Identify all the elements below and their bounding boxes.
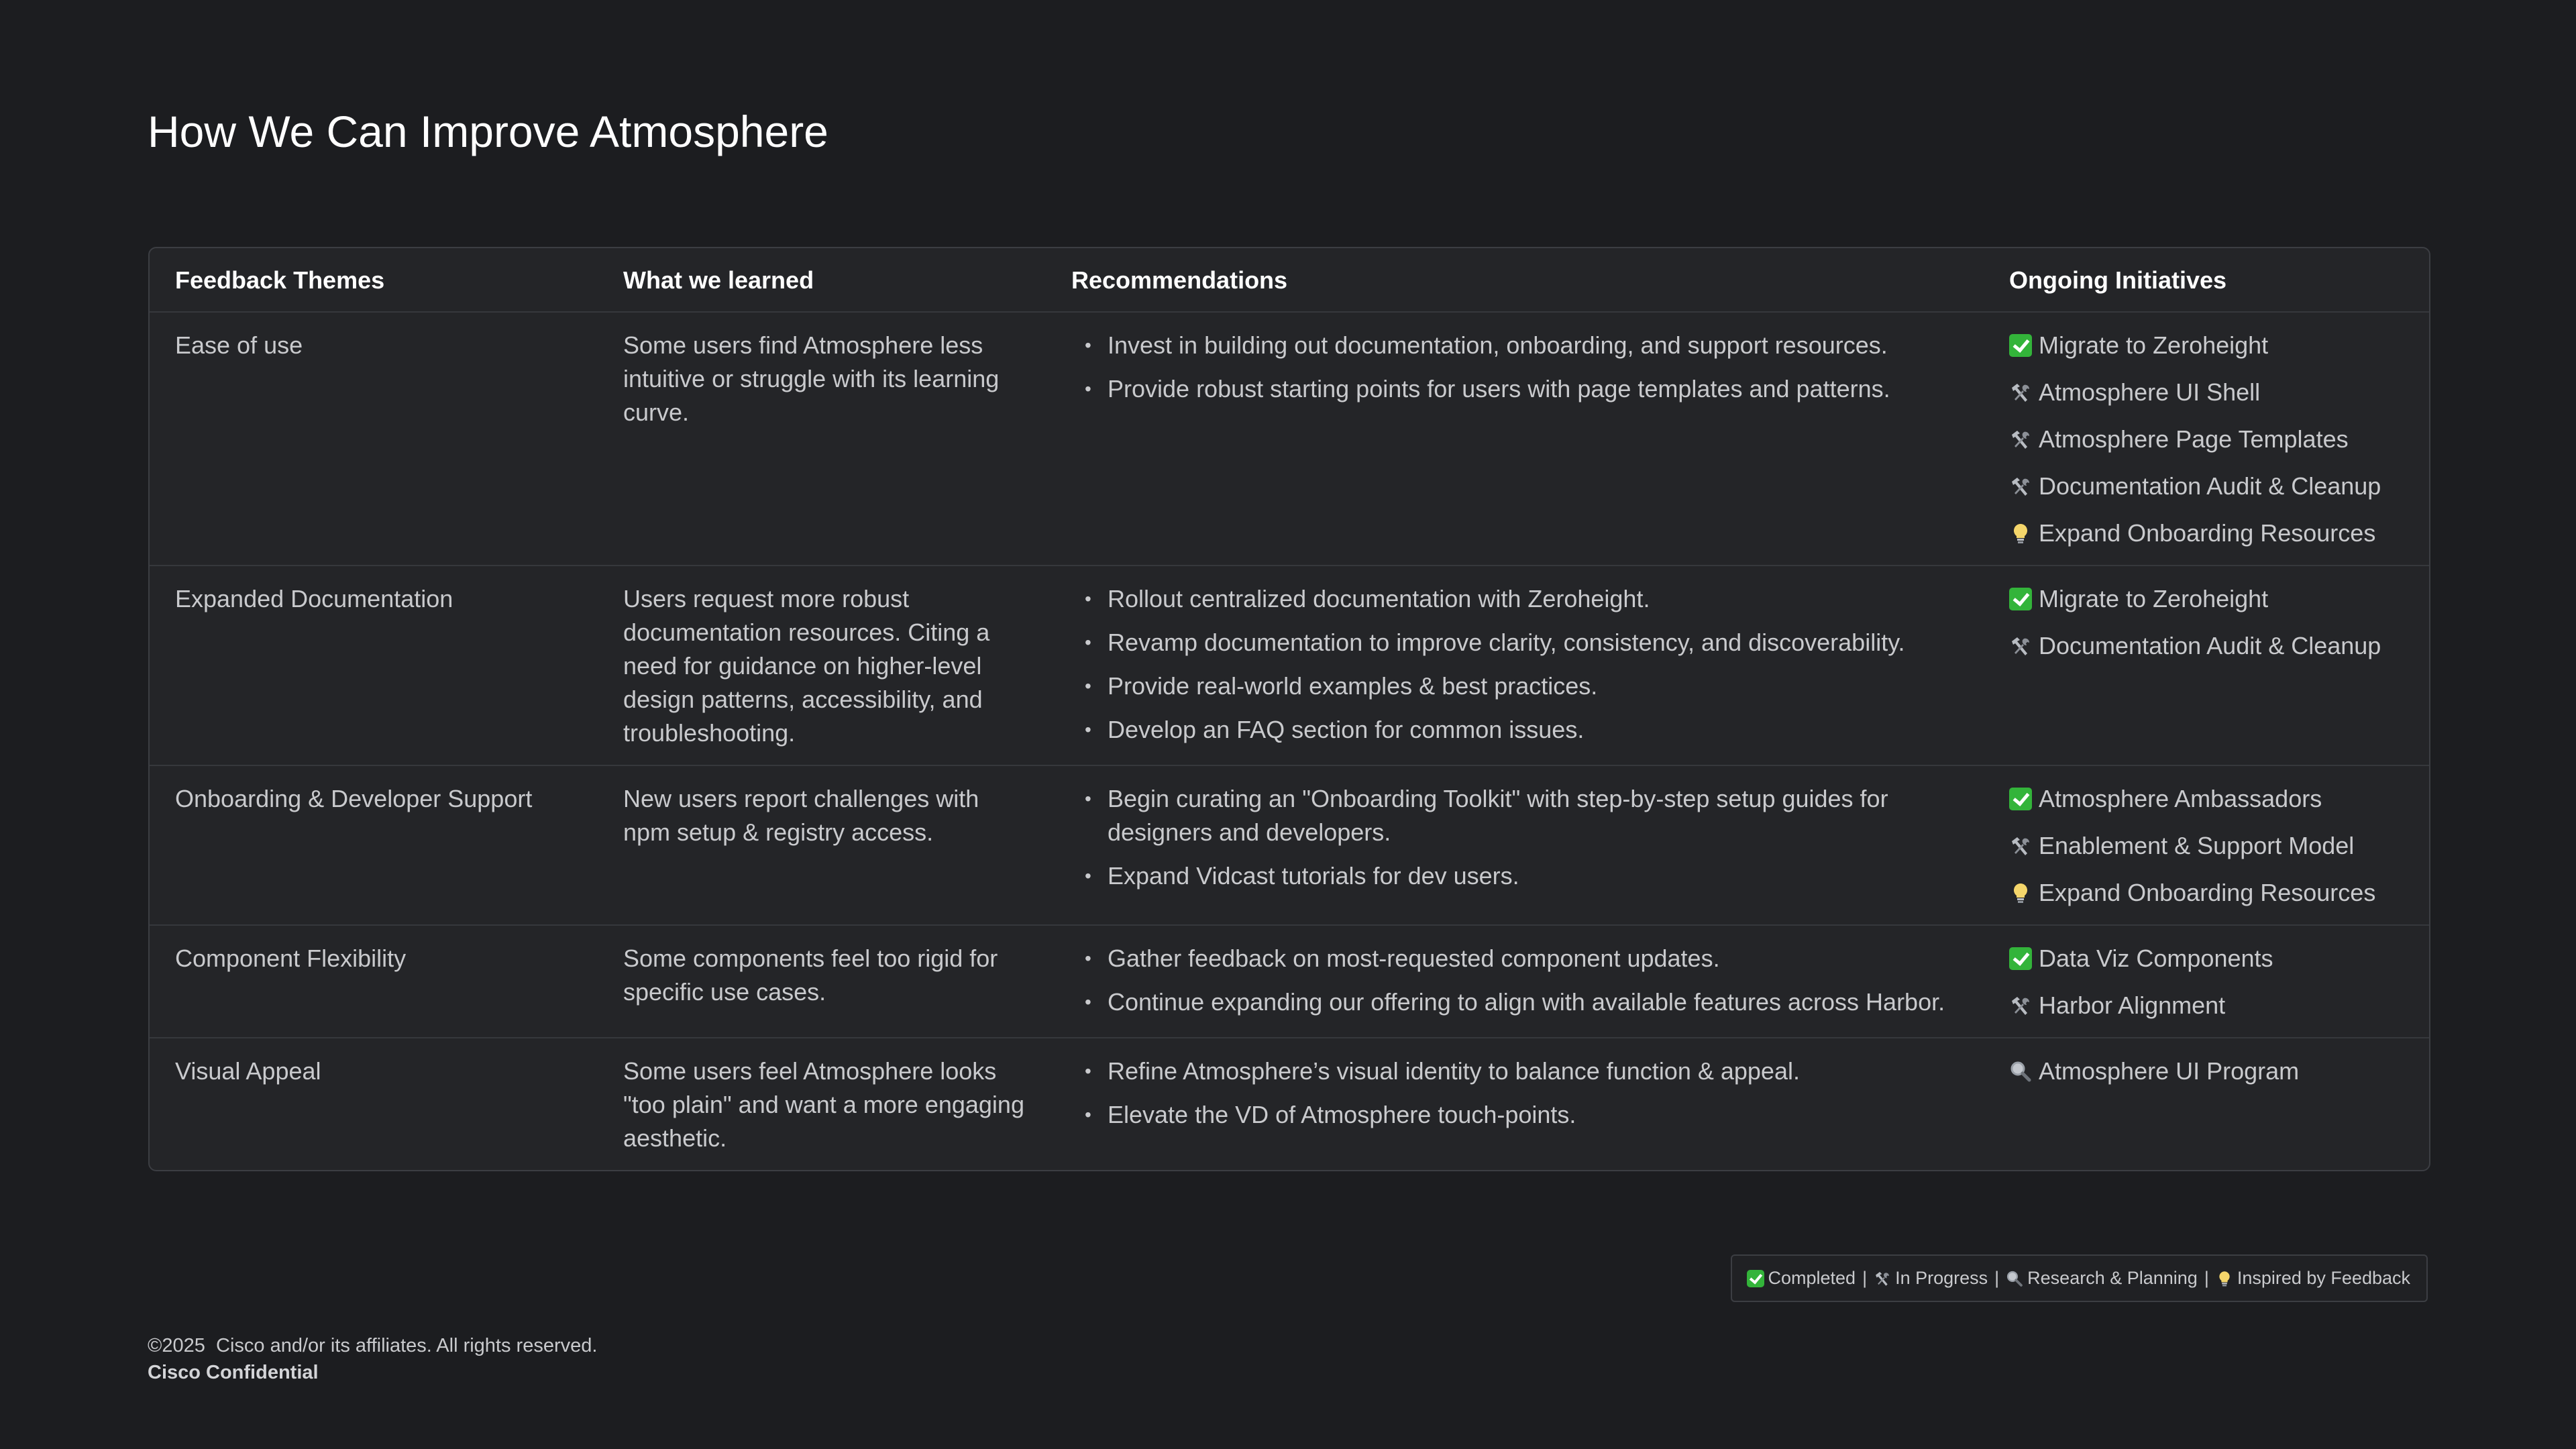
recommendations-list [1071, 582, 1970, 747]
table-row [150, 765, 2429, 925]
initiatives-list [2009, 582, 2416, 663]
initiative-item [2009, 782, 2416, 816]
initiative-item [2009, 1055, 2416, 1088]
bullet-icon: • [1085, 948, 1091, 969]
table-row [150, 312, 2429, 566]
hammer-wrench-icon [1874, 1270, 1891, 1287]
bullet-icon: • [1085, 1104, 1091, 1125]
column-header-feedback-themes: Feedback Themes [150, 248, 598, 312]
initiative-label: Documentation Audit & Cleanup [2039, 472, 2381, 500]
magnifying-glass-icon [2006, 1270, 2023, 1287]
recommendation-item [1071, 942, 1970, 975]
bullet-icon: • [1085, 632, 1091, 653]
legend-separator: | [2204, 1268, 2209, 1288]
check-icon [2009, 788, 2032, 810]
feedback-table-container [148, 247, 2430, 1171]
initiative-item [2009, 989, 2416, 1022]
recommendation-text: Provide robust starting points for users with page templates and patterns. [1108, 375, 1890, 402]
footer [148, 1332, 597, 1386]
magnifying-glass-icon [2009, 1060, 2032, 1083]
lightbulb-icon [2009, 881, 2032, 904]
recommendation-text: Develop an FAQ section for common issues. [1108, 716, 1585, 743]
what-we-learned-cell: Some components feel too rigid for specific use cases. [598, 925, 1046, 1038]
bullet-icon: • [1085, 788, 1091, 809]
confidential-label: Cisco Confidential [148, 1362, 319, 1383]
recommendation-item [1071, 782, 1970, 849]
lightbulb-icon [2009, 522, 2032, 545]
page-title: How We Can Improve Atmosphere [148, 107, 828, 156]
recommendations-list [1071, 1055, 1970, 1132]
recommendations-cell [1046, 1038, 1984, 1170]
table-header-row [150, 248, 2429, 312]
legend-label: In Progress [1895, 1268, 1988, 1288]
recommendations-cell [1046, 566, 1984, 765]
ongoing-initiatives-cell [1984, 925, 2429, 1038]
recommendation-text: Invest in building out documentation, onboarding, and support resources. [1108, 331, 1888, 359]
recommendations-list [1071, 782, 1970, 893]
initiative-item [2009, 376, 2416, 409]
initiatives-list [2009, 782, 2416, 910]
recommendation-text: Begin curating an "Onboarding Toolkit" with step-by-step setup guides for designers and developers. [1108, 785, 1888, 846]
bullet-icon: • [1085, 719, 1091, 740]
recommendation-item [1071, 859, 1970, 893]
initiative-item [2009, 582, 2416, 616]
recommendations-list [1071, 329, 1970, 406]
bullet-icon: • [1085, 865, 1091, 886]
initiative-label: Atmosphere UI Shell [2039, 378, 2261, 406]
recommendation-text: Provide real-world examples & best practices. [1108, 672, 1598, 700]
initiative-label: Data Viz Components [2039, 945, 2273, 972]
feedback-table [150, 248, 2429, 1170]
feedback-theme-cell: Visual Appeal [175, 1057, 321, 1085]
legend-label: Inspired by Feedback [2237, 1268, 2410, 1288]
recommendation-text: Rollout centralized documentation with Zeroheight. [1108, 585, 1650, 612]
feedback-theme-cell: Ease of use [150, 312, 598, 566]
what-we-learned-cell: Users request more robust documentation resources. Citing a need for guidance on higher-level design patterns, accessibility, and troubleshooting. [598, 566, 1046, 765]
initiative-item [2009, 629, 2416, 663]
initiatives-list [2009, 1055, 2416, 1088]
recommendation-text: Revamp documentation to improve clarity, consistency, and discoverability. [1108, 629, 1905, 656]
initiative-item [2009, 329, 2416, 362]
recommendation-text: Refine Atmosphere’s visual identity to balance function & appeal. [1108, 1057, 1800, 1085]
recommendation-item [1071, 1055, 1970, 1088]
hammer-wrench-icon [2009, 475, 2032, 498]
table-row [150, 1038, 2429, 1170]
recommendation-text: Gather feedback on most-requested component updates. [1108, 945, 1720, 972]
what-we-learned-cell: Some users feel Atmosphere looks "too plain" and want a more engaging aesthetic. [623, 1057, 1024, 1152]
initiative-item [2009, 517, 2416, 550]
initiatives-list [2009, 329, 2416, 550]
legend-label: Completed [1768, 1268, 1856, 1288]
bullet-icon: • [1085, 588, 1091, 609]
initiative-label: Harbor Alignment [2039, 991, 2226, 1019]
initiative-label: Atmosphere UI Program [2039, 1057, 2300, 1085]
column-header-ongoing-initiatives: Ongoing Initiatives [1984, 248, 2429, 312]
column-header-what-we-learned: What we learned [598, 248, 1046, 312]
recommendations-cell [1046, 312, 1984, 566]
hammer-wrench-icon [2009, 994, 2032, 1017]
ongoing-initiatives-cell [1984, 765, 2429, 925]
initiative-label: Migrate to Zeroheight [2039, 331, 2269, 359]
bullet-icon: • [1085, 676, 1091, 696]
bullet-icon: • [1085, 335, 1091, 356]
check-icon [1747, 1270, 1764, 1287]
initiative-item [2009, 423, 2416, 456]
recommendations-cell [1046, 765, 1984, 925]
table-body [150, 312, 2429, 1170]
bullet-icon: • [1085, 1061, 1091, 1081]
table-row [150, 566, 2429, 765]
recommendation-text: Continue expanding our offering to align with available features across Harbor. [1108, 988, 1945, 1016]
legend-label: Research & Planning [2027, 1268, 2198, 1288]
lightbulb-icon [2216, 1270, 2233, 1287]
legend-separator: | [1994, 1268, 2000, 1288]
table-row [150, 925, 2429, 1038]
feedback-theme-cell: Component Flexibility [150, 925, 598, 1038]
recommendation-item [1071, 669, 1970, 703]
hammer-wrench-icon [2009, 635, 2032, 657]
recommendation-text: Elevate the VD of Atmosphere touch-points. [1108, 1101, 1576, 1128]
recommendation-item [1071, 985, 1970, 1019]
recommendation-item [1071, 626, 1970, 659]
recommendation-item [1071, 582, 1970, 616]
ongoing-initiatives-cell [1984, 1038, 2429, 1170]
initiative-item [2009, 942, 2416, 975]
check-icon [2009, 588, 2032, 610]
what-we-learned-cell: New users report challenges with npm setup & registry access. [598, 765, 1046, 925]
ongoing-initiatives-cell [1984, 312, 2429, 566]
check-icon [2009, 334, 2032, 357]
initiative-item [2009, 876, 2416, 910]
status-legend [1731, 1254, 2428, 1302]
initiative-label: Expand Onboarding Resources [2039, 879, 2376, 906]
initiative-label: Enablement & Support Model [2039, 832, 2355, 859]
recommendation-item [1071, 372, 1970, 406]
recommendations-list [1071, 942, 1970, 1019]
ongoing-initiatives-cell [1984, 566, 2429, 765]
what-we-learned-cell: Some users find Atmosphere less intuitive or struggle with its learning curve. [598, 312, 1046, 566]
column-header-recommendations: Recommendations [1046, 248, 1984, 312]
initiative-item [2009, 829, 2416, 863]
initiative-label: Expand Onboarding Resources [2039, 519, 2376, 547]
initiative-label: Migrate to Zeroheight [2039, 585, 2269, 612]
hammer-wrench-icon [2009, 428, 2032, 451]
recommendations-cell [1046, 925, 1984, 1038]
legend-separator: | [1862, 1268, 1868, 1288]
recommendation-item [1071, 1098, 1970, 1132]
initiative-label: Documentation Audit & Cleanup [2039, 632, 2381, 659]
initiative-item [2009, 470, 2416, 503]
copyright-text: ©2025 Cisco and/or its affiliates. All rights reserved. [148, 1335, 598, 1356]
bullet-icon: • [1085, 378, 1091, 399]
hammer-wrench-icon [2009, 381, 2032, 404]
initiative-label: Atmosphere Page Templates [2039, 425, 2349, 453]
feedback-theme-cell: Expanded Documentation [150, 566, 598, 765]
initiative-label: Atmosphere Ambassadors [2039, 785, 2322, 812]
recommendation-item [1071, 329, 1970, 362]
recommendation-item [1071, 713, 1970, 747]
initiatives-list [2009, 942, 2416, 1022]
recommendation-text: Expand Vidcast tutorials for dev users. [1108, 862, 1519, 890]
feedback-theme-cell: Onboarding & Developer Support [150, 765, 598, 925]
bullet-icon: • [1085, 991, 1091, 1012]
check-icon [2009, 947, 2032, 970]
hammer-wrench-icon [2009, 835, 2032, 857]
